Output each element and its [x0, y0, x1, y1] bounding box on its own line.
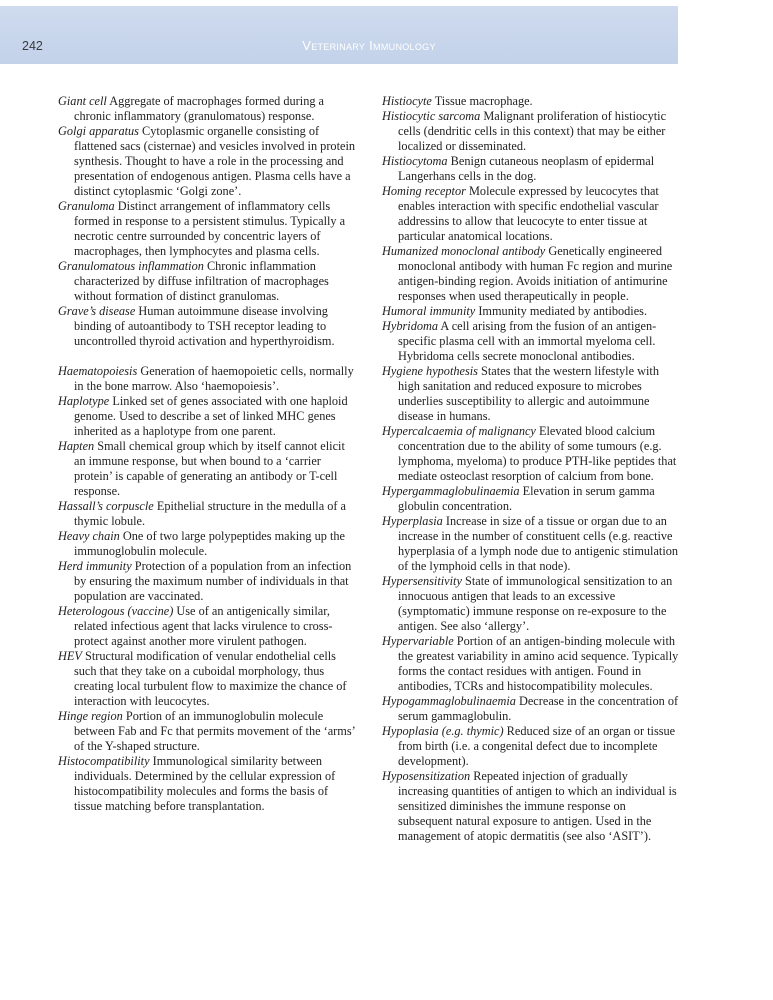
glossary-term: Histocompatibility: [58, 754, 150, 768]
glossary-term: Hypergammaglobulinaemia: [382, 484, 520, 498]
glossary-entry: [58, 559, 358, 604]
glossary-definition: Protection of a population from an infection by ensuring the maximum number of individuals in that population are vaccinated.: [74, 559, 352, 603]
glossary-entry: [382, 574, 680, 634]
glossary-term: Haplotype: [58, 394, 110, 408]
glossary-entry: [58, 709, 358, 754]
glossary-entry: [382, 184, 680, 244]
glossary-definition: One of two large polypeptides making up the immunoglobulin molecule.: [74, 529, 345, 558]
glossary-definition: Aggregate of macrophages formed during a chronic inflammatory (granulomatous) response.: [74, 94, 325, 123]
glossary-term: Hypogammaglobulinaemia: [382, 694, 516, 708]
glossary-entry: [58, 529, 358, 559]
glossary-entry: [382, 364, 680, 424]
glossary-entry: [382, 484, 680, 514]
glossary-term: Hypervariable: [382, 634, 454, 648]
glossary-term: Hapten: [58, 439, 95, 453]
glossary-definition: Distinct arrangement of inflammatory cells formed in response to a persistent stimulus. Typically a necrotic centre surrounded by concentric layers of macrophages, then lymphocytes and plasma cells.: [74, 199, 346, 258]
glossary-term: Hypersensitivity: [382, 574, 462, 588]
glossary-term: Hyposensitization: [382, 769, 471, 783]
glossary-definition: A cell arising from the fusion of an antigen-specific plasma cell with an immortal myeloma cell. Hybridoma cells secrete monoclonal antibodies.: [398, 319, 657, 363]
glossary-definition: Molecule expressed by leucocytes that enables interaction with specific endothelial vascular addressins to allow that leucocyte to enter tissue at particular anatomical locations.: [398, 184, 659, 243]
glossary-term: Herd immunity: [58, 559, 132, 573]
glossary-definition: Genetically engineered monoclonal antibody with human Fc region and murine antigen-binding region. Avoids initiation of antimurine responses when used therapeutically in people.: [398, 244, 673, 303]
glossary-entry: [58, 304, 358, 349]
glossary-definition: States that the western lifestyle with high sanitation and reduced exposure to microbes underlies susceptibility to allergic and autoimmune disease in humans.: [398, 364, 659, 423]
glossary-definition: Use of an antigenically similar, related infectious agent that lacks virulence to cross-protect against another more virulent pathogen.: [74, 604, 333, 648]
glossary-term: Grave’s disease: [58, 304, 136, 318]
glossary-term: Golgi apparatus: [58, 124, 139, 138]
glossary-entry: [382, 724, 680, 769]
glossary-definition: Elevated blood calcium concentration due to the ability of some tumours (e.g. lymphoma, myeloma) to produce PTH-like peptides that mediate osteoclast resorption of calcium from bone.: [398, 424, 677, 483]
glossary-definition: Small chemical group which by itself cannot elicit an immune response, but when bound to a ‘carrier protein’ is capable of generating an antibody or T-cell response.: [74, 439, 345, 498]
glossary-entry: [58, 604, 358, 649]
glossary-entry: [58, 754, 358, 814]
glossary-entry: [58, 364, 358, 394]
glossary-term: Haematopoiesis: [58, 364, 138, 378]
glossary-definition: Reduced size of an organ or tissue from birth (i.e. a congenital defect due to incomplete development).: [398, 724, 676, 768]
glossary-entry: [58, 124, 358, 199]
glossary-definition: Immunological similarity between individuals. Determined by the cellular expression of histocompatibility molecules and forms the basis of tissue matching before transplantation.: [74, 754, 336, 813]
glossary-term: Granulomatous inflammation: [58, 259, 204, 273]
glossary-term: Humanized monoclonal antibody: [382, 244, 546, 258]
glossary-definition: Immunity mediated by antibodies.: [478, 304, 648, 318]
glossary-definition: Increase in size of a tissue or organ due to an increase in the number of constituent cells (e.g. reactive hyperplasia of a lymph node due to antigenic stimulation of the lymphoid cells in that node).: [398, 514, 679, 573]
glossary-term: Hygiene hypothesis: [382, 364, 478, 378]
glossary-definition: Elevation in serum gamma globulin concentration.: [398, 484, 655, 513]
glossary-entry: [382, 94, 680, 109]
glossary-entry: [382, 154, 680, 184]
glossary-entry: [58, 259, 358, 304]
glossary-term: Heterologous (vaccine): [58, 604, 174, 618]
glossary-term: Hassall’s corpuscle: [58, 499, 154, 513]
running-header-band: [0, 6, 678, 64]
running-title: Veterinary Immunology: [302, 38, 436, 53]
glossary-entry: [58, 199, 358, 259]
glossary-term: Hinge region: [58, 709, 123, 723]
glossary-term: Heavy chain: [58, 529, 120, 543]
glossary-term: Histiocyte: [382, 94, 432, 108]
glossary-definition: Tissue macrophage.: [434, 94, 533, 108]
glossary-term: Homing receptor: [382, 184, 466, 198]
glossary-term: Humoral immunity: [382, 304, 476, 318]
glossary-definition: Generation of haemopoietic cells, normally in the bone marrow. Also ‘haemopoiesis’.: [74, 364, 354, 393]
glossary-definition: Benign cutaneous neoplasm of epidermal Langerhans cells in the dog.: [398, 154, 655, 183]
glossary-definition: Structural modification of venular endothelial cells such that they take on a cuboidal morphology, thus creating local turbulent flow to maximize the chance of interaction with leucocytes.: [74, 649, 347, 708]
left-column: [58, 94, 358, 814]
glossary-entry: [382, 634, 680, 694]
glossary-term: Histiocytic sarcoma: [382, 109, 481, 123]
glossary-term: Giant cell: [58, 94, 107, 108]
glossary-term: HEV: [58, 649, 82, 663]
page-number: 242: [22, 39, 43, 53]
glossary-term: Granuloma: [58, 199, 115, 213]
right-column: [382, 94, 680, 844]
glossary-entry: [382, 319, 680, 364]
glossary-entry: [58, 94, 358, 124]
glossary-definition: Malignant proliferation of histiocytic cells (dendritic cells in this context) that may be either localized or disseminated.: [398, 109, 667, 153]
glossary-definition: Human autoimmune disease involving binding of autoantibody to TSH receptor leading to uncontrolled thyroid activation and hyperthyroidism.: [74, 304, 335, 348]
glossary-definition: State of immunological sensitization to an innocuous antigen that leads to an excessive (symptomatic) immune response on re-exposure to the antigen. See also ‘allergy’.: [398, 574, 673, 633]
glossary-entry: [58, 394, 358, 439]
glossary-entry: [382, 244, 680, 304]
glossary-definition: Portion of an antigen-binding molecule with the greatest variability in amino acid sequence. Typically forms the contact residues with antigen. Found in antibodies, TCRs and histocompatibility molecules.: [398, 634, 679, 693]
glossary-definition: Chronic inflammation characterized by diffuse infiltration of macrophages without formation of distinct granulomas.: [74, 259, 329, 303]
glossary-entry: [382, 769, 680, 844]
glossary-term: Hyperplasia: [382, 514, 443, 528]
glossary-definition: Portion of an immunoglobulin molecule between Fab and Fc that permits movement of the ‘arms’ of the Y-shaped structure.: [74, 709, 355, 753]
glossary-entry: [58, 439, 358, 499]
glossary-entry: [58, 649, 358, 709]
glossary-term: Hypoplasia (e.g. thymic): [382, 724, 504, 738]
glossary-definition: Cytoplasmic organelle consisting of flattened sacs (cisternae) and vesicles involved in protein synthesis. Thought to have a role in the processing and presentation of endogenous antigen. Plasma cells have a distinct cytoplasmic ‘Golgi zone’.: [74, 124, 356, 198]
glossary-entry: [382, 109, 680, 154]
glossary-definition: Epithelial structure in the medulla of a thymic lobule.: [74, 499, 347, 528]
glossary-definition: Linked set of genes associated with one haploid genome. Used to describe a set of linked MHC genes inherited as a haplotype from one parent.: [74, 394, 348, 438]
glossary-definition: Repeated injection of gradually increasing quantities of antigen to which an individual is sensitized diminishes the immune response on subsequent natural exposure to antigen. Used in the management of atopic dermatitis (see also ‘ASIT’).: [398, 769, 677, 843]
glossary-term: Hybridoma: [382, 319, 439, 333]
glossary-term: Histiocytoma: [382, 154, 448, 168]
glossary-definition: Decrease in the concentration of serum gammaglobulin.: [398, 694, 679, 723]
section-spacer: [58, 349, 358, 364]
glossary-entry: [58, 499, 358, 529]
glossary-term: Hypercalcaemia of malignancy: [382, 424, 536, 438]
glossary-entry: [382, 694, 680, 724]
glossary-entry: [382, 304, 680, 319]
glossary-entry: [382, 424, 680, 484]
glossary-entry: [382, 514, 680, 574]
